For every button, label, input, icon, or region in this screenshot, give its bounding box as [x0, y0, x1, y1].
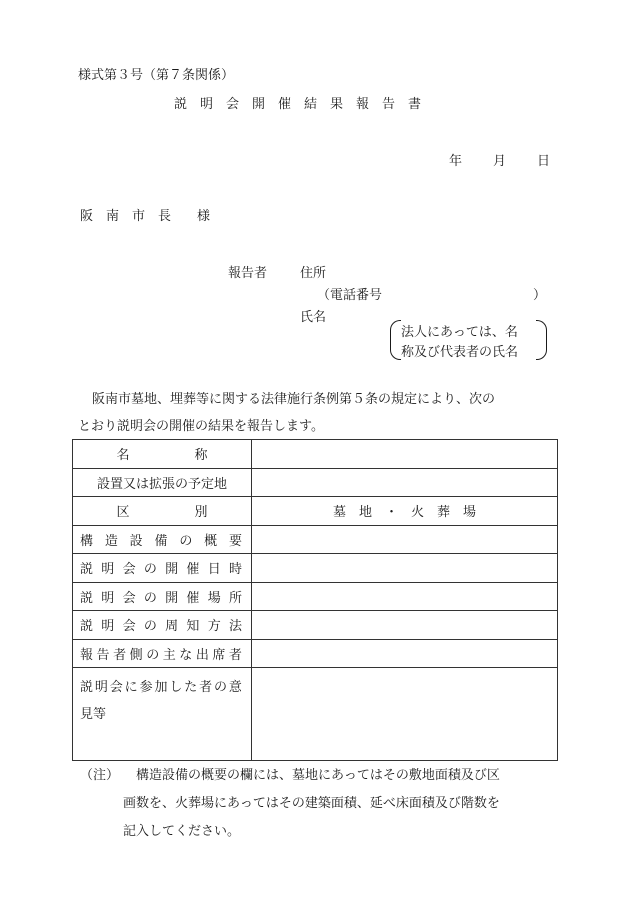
justified-label [80, 558, 242, 577]
row-value-site[interactable] [252, 468, 558, 497]
table-row [73, 582, 558, 611]
label-char: 明 [101, 562, 115, 578]
row-value-type[interactable]: 墓 地 ・ 火 葬 場 [252, 497, 558, 526]
label-char: 会 [122, 562, 136, 578]
label-char: の [143, 562, 157, 578]
table-row [73, 440, 558, 469]
row-label-datetime [73, 554, 252, 583]
label-char: 参 [139, 680, 153, 695]
row-value-datetime[interactable] [252, 554, 558, 583]
label-char: 要 [228, 533, 242, 549]
label-char: 知 [186, 619, 200, 635]
row-label-facility [73, 525, 252, 554]
row-value-name[interactable] [252, 440, 558, 469]
label-char: た [184, 680, 198, 695]
label-char: の [146, 647, 160, 663]
row-value-facility[interactable] [252, 525, 558, 554]
name-label: 氏名 [300, 310, 327, 325]
label-char: 構 [80, 533, 94, 549]
label-char: 催 [186, 590, 200, 606]
label-char: 設 [129, 533, 143, 549]
label-char: 明 [101, 619, 115, 635]
row-label-notice [73, 611, 252, 640]
row-value-venue[interactable] [252, 582, 558, 611]
label-char: 所 [228, 590, 242, 606]
note-line-3: 記入してください。 [123, 824, 241, 839]
label-char: 告 [96, 647, 110, 663]
justified-label [80, 587, 242, 606]
table-row [73, 497, 558, 526]
label-char: 者 [199, 680, 213, 695]
label-char: 場 [207, 590, 221, 606]
label-char: 説 [80, 680, 94, 695]
label-char: 時 [228, 562, 242, 578]
row-label-type: 区 別 [73, 497, 252, 526]
table-row [73, 668, 558, 761]
justified-label [80, 530, 242, 549]
label-char: 説 [80, 562, 94, 578]
justified-label [80, 644, 242, 663]
report-table [72, 439, 558, 761]
phone-close: ） [533, 288, 547, 303]
label-line-1 [80, 674, 242, 701]
label-char: な [179, 647, 193, 663]
table-row [73, 468, 558, 497]
label-char: の [179, 533, 193, 549]
label-char: 意 [228, 680, 242, 695]
corp-note-bracket-right [536, 320, 547, 360]
date-year: 年 [449, 154, 463, 169]
label-char: の [143, 590, 157, 606]
corp-note-line1: 法人にあっては、名 [401, 325, 518, 340]
row-value-notice[interactable] [252, 611, 558, 640]
label-char: 報 [80, 647, 94, 663]
label-char: 会 [109, 680, 123, 695]
label-char: 主 [162, 647, 176, 663]
row-value-opinions[interactable] [252, 668, 558, 761]
label-char: 者 [113, 647, 127, 663]
label-char: 席 [212, 647, 226, 663]
label-char: 開 [165, 590, 179, 606]
label-char: 会 [122, 590, 136, 606]
note-line-2: 画数を、火葬場にあってはその建築面積、延べ床面積及び階数を [123, 796, 500, 811]
wrapped-label [80, 674, 242, 728]
corp-note-bracket-left [390, 320, 401, 360]
row-value-attendees[interactable] [252, 639, 558, 668]
phone-open: （電話番号 [317, 288, 383, 303]
label-char: 催 [186, 562, 200, 578]
note-line-1: 構造設備の概要の欄には、墓地にあってはその敷地面積及び区 [136, 768, 500, 783]
label-char: 側 [129, 647, 143, 663]
body-line-1: 阪南市墓地、埋葬等に関する法律施行条例第５条の規定により、次の [92, 392, 496, 407]
row-label-venue [73, 582, 252, 611]
corp-note-line2: 称及び代表者の氏名 [401, 345, 519, 360]
date-day: 日 [537, 154, 551, 169]
note-label: （注） [80, 768, 120, 783]
row-label-opinions [73, 668, 252, 761]
label-char: し [169, 680, 183, 695]
date-month: 月 [493, 154, 507, 169]
label-char: に [124, 680, 138, 695]
address-label: 住所 [300, 266, 327, 281]
label-char: 明 [101, 590, 115, 606]
label-char: の [143, 619, 157, 635]
label-char: 備 [154, 533, 168, 549]
table-row [73, 639, 558, 668]
label-char: 出 [195, 647, 209, 663]
label-char: 法 [228, 619, 242, 635]
row-label-name: 名 称 [73, 440, 252, 469]
label-char: 会 [122, 619, 136, 635]
row-label-attendees [73, 639, 252, 668]
label-char: 周 [165, 619, 179, 635]
table-row [73, 611, 558, 640]
label-char: 造 [104, 533, 118, 549]
label-char: 概 [204, 533, 218, 549]
label-char: 明 [94, 680, 108, 695]
justified-label [80, 615, 242, 634]
label-char: 日 [207, 562, 221, 578]
document-title: 説 明 会 開 催 結 果 報 告 書 [174, 97, 422, 112]
label-char: 方 [207, 619, 221, 635]
row-label-site: 設置又は拡張の予定地 [73, 468, 252, 497]
form-number: 様式第３号（第７条関係） [78, 68, 235, 83]
label-char: 説 [80, 619, 94, 635]
table-row [73, 554, 558, 583]
label-char: 者 [228, 647, 242, 663]
label-char: 開 [165, 562, 179, 578]
reporter-label: 報告者 [228, 266, 268, 281]
addressee: 阪 南 市 長 様 [80, 209, 211, 224]
label-line-2: 見等 [80, 707, 107, 722]
body-line-2: とおり説明会の開催の結果を報告します。 [78, 419, 324, 434]
label-char: の [214, 680, 228, 695]
table-row [73, 525, 558, 554]
label-char: 加 [154, 680, 168, 695]
label-char: 説 [80, 590, 94, 606]
